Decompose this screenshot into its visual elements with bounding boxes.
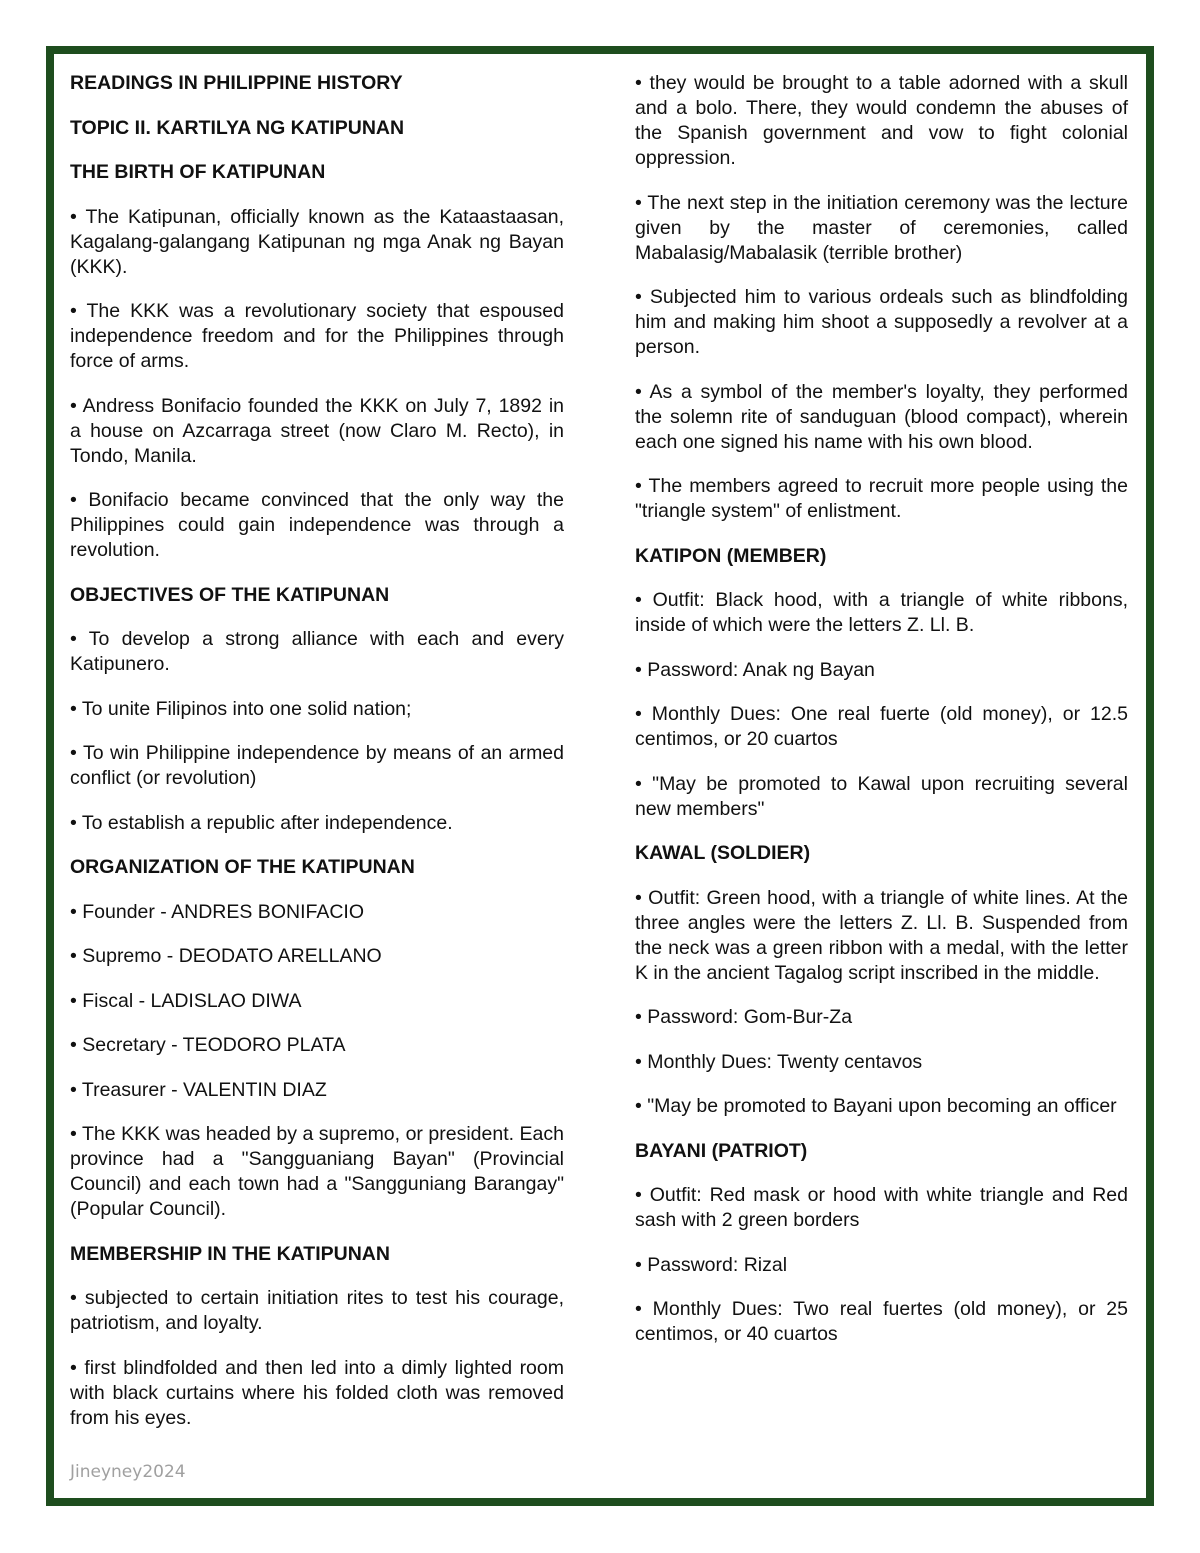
- bayani-item: • Outfit: Red mask or hood with white triangle and Red sash with 2 green borders: [635, 1184, 1128, 1231]
- membership-item: • subjected to certain initiation rites to test his courage, patriotism, and loyalty.: [70, 1287, 564, 1334]
- objectives-heading: OBJECTIVES OF THE KATIPUNAN: [70, 583, 390, 606]
- birth-item: • Andress Bonifacio founded the KKK on July 7, 1892 in a house on Azcarraga street (now Claro M. Recto), in Tondo, Manila.: [70, 394, 564, 467]
- kawal-item: • "May be promoted to Bayani upon becoming an officer: [635, 1095, 1117, 1117]
- topic-title: TOPIC II. KARTILYA NG KATIPUNAN: [70, 116, 405, 139]
- membership-item: • Subjected him to various ordeals such as blindfolding him and making him shoot a supposedly a revolver at a person.: [635, 286, 1128, 358]
- organization-item: • The KKK was headed by a supremo, or president. Each province had a "Sangguaniang Bayan" (Provincial Council) and each town had a "Sangguniang Barangay" (Popular Council).: [70, 1123, 564, 1220]
- objective-item: • To develop a strong alliance with each and every Katipunero.: [70, 628, 564, 675]
- katipon-item: • Outfit: Black hood, with a triangle of white ribbons, inside of which were the letters Z. Ll. B.: [635, 589, 1128, 636]
- bayani-item: • Password: Rizal: [635, 1253, 788, 1276]
- birth-item: • The KKK was a revolutionary society that espoused independence freedom and for the Philippines through force of arms.: [70, 300, 564, 372]
- birth-item: • Bonifacio became convinced that the only way the Philippines could gain independence was through a revolution.: [70, 489, 564, 561]
- kawal-heading: KAWAL (SOLDIER): [635, 842, 811, 864]
- katipon-item: • "May be promoted to Kawal upon recruiting several new members": [635, 772, 1128, 820]
- katipon-item: • Monthly Dues: One real fuerte (old money), or 12.5 centimos, or 20 cuartos: [635, 703, 1128, 750]
- objective-item: • To unite Filipinos into one solid nation;: [70, 697, 412, 720]
- course-title: READINGS IN PHILIPPINE HISTORY: [70, 72, 403, 94]
- footer-watermark: Jineyney2024: [70, 1462, 186, 1482]
- bayani-item: • Monthly Dues: Two real fuertes (old money), or 25 centimos, or 40 cuartos: [635, 1298, 1128, 1345]
- kawal-item: • Password: Gom-Bur-Za: [635, 1006, 853, 1028]
- membership-item: • As a symbol of the member's loyalty, they performed the solemn rite of sanduguan (blood compact), wherein each one signed his name with his own blood.: [635, 380, 1128, 453]
- organization-item: • Founder - ANDRES BONIFACIO: [70, 900, 364, 923]
- right-column: [635, 71, 1128, 1367]
- membership-heading: MEMBERSHIP IN THE KATIPUNAN: [70, 1242, 390, 1265]
- organization-heading: ORGANIZATION OF THE KATIPUNAN: [70, 856, 415, 878]
- organization-item: • Secretary - TEODORO PLATA: [70, 1034, 346, 1056]
- membership-item: • The members agreed to recruit more people using the "triangle system" of enlistment.: [635, 475, 1128, 522]
- objective-item: • To win Philippine independence by means of an armed conflict (or revolution): [70, 742, 564, 789]
- left-column: [70, 71, 564, 1450]
- katipon-heading: KATIPON (MEMBER): [635, 544, 827, 567]
- organization-item: • Supremo - DEODATO ARELLANO: [70, 945, 382, 967]
- organization-item: • Fiscal - LADISLAO DIWA: [70, 989, 302, 1012]
- katipon-item: • Password: Anak ng Bayan: [635, 658, 875, 681]
- bayani-heading: BAYANI (PATRIOT): [635, 1139, 808, 1162]
- birth-heading: THE BIRTH OF KATIPUNAN: [70, 161, 326, 183]
- objective-item: • To establish a republic after independence.: [70, 811, 453, 834]
- kawal-item: • Outfit: Green hood, with a triangle of white lines. At the three angles were the letters Z. Ll. B. Suspended from the neck was a green ribbon with a medal, with the letter K in the ancient Tagalog script inscribed in the middle.: [635, 886, 1128, 984]
- kawal-item: • Monthly Dues: Twenty centavos: [635, 1050, 923, 1073]
- birth-item: • The Katipunan, officially known as the Kataastaasan, Kagalang-galangang Katipunan ng mga Anak ng Bayan (KKK).: [70, 205, 564, 278]
- membership-item: • The next step in the initiation ceremony was the lecture given by the master of ceremonies, called Mabalasig/Mabalasik (terrible brother): [635, 191, 1128, 264]
- membership-item: • first blindfolded and then led into a dimly lighted room with black curtains where his folded cloth was removed from his eyes.: [70, 1356, 564, 1429]
- organization-item: • Treasurer - VALENTIN DIAZ: [70, 1078, 327, 1101]
- membership-item: • they would be brought to a table adorned with a skull and a bolo. There, they would condemn the abuses of the Spanish government and vow to fight colonial oppression.: [635, 72, 1128, 169]
